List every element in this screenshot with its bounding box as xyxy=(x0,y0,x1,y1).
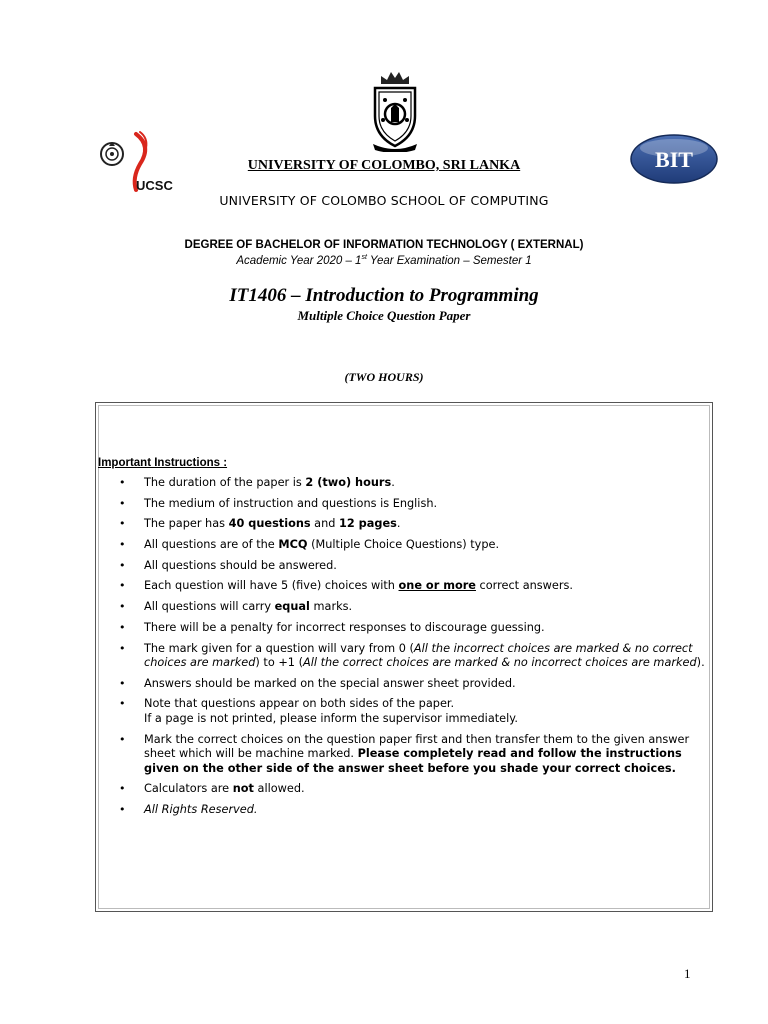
ucsc-logo-text: UCSC xyxy=(136,178,173,193)
page-number: 1 xyxy=(684,966,691,981)
instruction-item: • Mark the correct choices on the question paper first and then transfer them to the given answer sheet which will be machine marked. Please completely read and follow the instructions given on the other side of the answer sheet before you shade your correct choices. xyxy=(96,733,714,777)
instruction-item: • The paper has 40 questions and 12 pages. xyxy=(96,517,714,532)
instructions-list xyxy=(96,476,714,824)
paper-type: Multiple Choice Question Paper xyxy=(297,308,471,323)
instruction-item: • All questions are of the MCQ (Multiple Choice Questions) type. xyxy=(96,538,714,553)
instructions-heading: Important Instructions : xyxy=(98,457,228,469)
instruction-item: • All questions will carry equal marks. xyxy=(96,600,714,615)
instructions-box xyxy=(95,402,713,912)
bit-logo-text: BIT xyxy=(655,147,693,172)
degree-title: DEGREE OF BACHELOR OF INFORMATION TECHNOLOGY ( EXTERNAL) xyxy=(184,239,584,251)
instruction-item: • Calculators are not allowed. xyxy=(96,782,714,797)
exam-duration: (TWO HOURS) xyxy=(344,370,424,384)
instruction-item: • The duration of the paper is 2 (two) hours. xyxy=(96,476,714,491)
university-crest-icon xyxy=(367,70,423,152)
school-title: UNIVERSITY OF COLOMBO SCHOOL OF COMPUTING xyxy=(219,193,549,208)
instruction-item: • Answers should be marked on the special answer sheet provided. xyxy=(96,677,714,692)
university-title: UNIVERSITY OF COLOMBO, SRI LANKA xyxy=(247,158,521,173)
instruction-item: • Note that questions appear on both sides of the paper. If a page is not printed, please inform the supervisor immediately. xyxy=(96,697,714,726)
instruction-item: • The medium of instruction and questions is English. xyxy=(96,497,714,512)
instruction-item: • Each question will have 5 (five) choices with one or more correct answers. xyxy=(96,579,714,594)
instruction-item: • All questions should be answered. xyxy=(96,559,714,574)
instruction-item: • There will be a penalty for incorrect responses to discourage guessing. xyxy=(96,621,714,636)
instruction-item: • The mark given for a question will vary from 0 (All the incorrect choices are marked & no correct choices are marked) to +1 (All the correct choices are marked & no incorrect choices are marked). xyxy=(96,642,714,671)
academic-year: Academic Year 2020 – 1st Year Examination – Semester 1 xyxy=(236,254,532,267)
instruction-item: • All Rights Reserved. xyxy=(96,803,714,818)
course-title: IT1406 – Introduction to Programming xyxy=(229,285,539,306)
